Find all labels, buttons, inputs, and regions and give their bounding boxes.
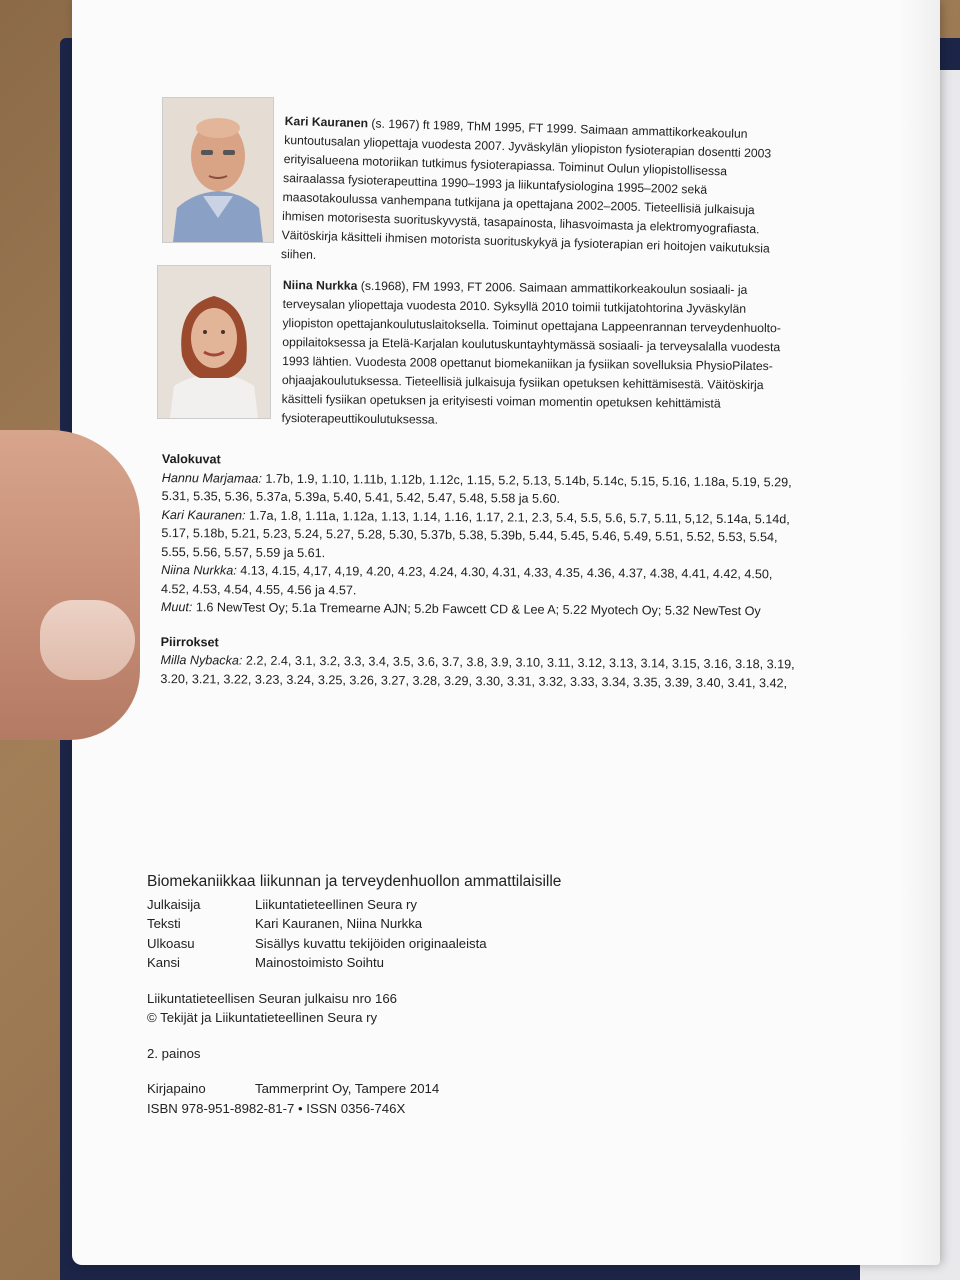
author-photo-kari [162, 97, 274, 243]
thumbnail [40, 600, 135, 680]
book-title: Biomekaniikkaa liikunnan ja terveydenhuollon ammattilaisille [147, 873, 562, 890]
credit-items: 4.13, 4.15, 4,17, 4,19, 4.20, 4.23, 4.24, 4.30, 4.31, 4.33, 4.35, 4.36, 4.37, 4.38, 4.41, 4.42, 4.50, 4.52, 4.53, 4.54, 4.55, 4.56 ja 4.57. [160, 563, 773, 597]
drawings-heading: Piirrokset [160, 634, 219, 649]
imprint-value: Mainostoimisto Soihtu [255, 955, 385, 970]
edition-line: 2. painos [147, 1045, 201, 1061]
author-bio-text: (s.1968), FM 1993, FT 2006. Saimaan ammattikorkeakoulun sosiaali- ja terveysalan yliopettaja vuodesta 2010. Syksyllä 2010 toimii tutkijatohtorina Jyväskylän yliopiston opettajankoulutuslaitoksella. Toiminut opettajana Lappeenrannan terveydenhuolto-oppilaitoksessa ja Etelä-Karjalan koulutuskuntayhtymässä sosiaali- ja terveysalalla vuodesta 1993 lähtien. Vuodesta 2008 opettanut biomekaniikan ja fysiikan sovelluksia PhysioPilates-ohjaajakoulutuksessa. Tieteellisiä julkaisuja fysiikan opetuksen kehittämisestä. Väitöskirja käsitteli fysiikan opetuksen ja erityisesti voiman momentin opetuksen kehittämistä fysioterapeuttikoulutuksessa. [281, 278, 782, 427]
author-bio-niina [281, 276, 789, 433]
photo-credit [162, 468, 802, 509]
imprint-key: Ulkoasu [147, 935, 195, 951]
photo-credit [161, 505, 801, 565]
imprint-key: Julkaisija [147, 896, 201, 912]
imprint-row [147, 914, 561, 934]
imprint-key: Kansi [147, 955, 180, 970]
author-photo-niina [157, 265, 271, 419]
imprint-row [147, 895, 561, 915]
credit-name: Kari Kauranen: [161, 507, 246, 523]
credit-items: 1.6 NewTest Oy; 5.1a Tremearne AJN; 5.2b Fawcett CD & Lee A; 5.22 Myotech Oy; 5.32 NewTest Oy [192, 600, 761, 619]
series-line: Liikuntatieteellisen Seuran julkaisu nro 166 [147, 990, 397, 1006]
imprint-value: Sisällys kuvattu tekijöiden originaaleista [255, 935, 487, 951]
thumb [0, 430, 140, 740]
photo-credit [161, 561, 801, 602]
printer-label: Kirjapaino [147, 1081, 206, 1096]
image-credits [160, 450, 802, 692]
credit-items: 1.7a, 1.8, 1.11a, 1.12a, 1.13, 1.14, 1.16, 1.17, 2.1, 2.3, 5.4, 5.5, 5.6, 5.7, 5.11, 5,12, 5.14a, 5.14d, 5.17, 5.18b, 5.21, 5.23, 5.24, 5.27, 5.28, 5.30, 5.37b, 5.38, 5.39b, 5.44, 5.45, 5.46, 5.49, 5.51, 5.52, 5.53, 5.54, 5.55, 5.56, 5.57, 5.59 ja 5.61. [161, 508, 790, 560]
author-name: Kari Kauranen [284, 113, 369, 131]
credit-name: Muut: [160, 599, 193, 615]
imprint-key: Teksti [147, 916, 181, 931]
credit-name: Niina Nurkka: [161, 562, 237, 578]
author-bio-text: (s. 1967) ft 1989, ThM 1995, FT 1999. Saimaan ammattikorkeakoulun kuntoutusalan yliopettaja vuodesta 2007. Jyväskylän yliopiston fysioterapian dosentti 2003 erityisalueena motoriikan tutkimus fysioterapiassa. Toiminut Oulun yliopistollisessa sairaalassa fysioterapeuttina 1990–1993 ja liikuntafysiologina 1995–2002 sekä maasotakoulussa vanhempana tutkijana ja opettajana 2002–2005. Tieteellisiä julkaisuja ihmisen motorisesta suorituskyvystä, tasapainosta, lihasvoimasta ja elektromyografiasta. Väitöskirja käsitteli ihmisen motorista suorituskykyä ja fysioterapian eri hoitojen vaikutuksia siihen. [280, 116, 772, 262]
credit-name: Hannu Marjamaa: [161, 470, 262, 486]
author-name: Niina Nurkka [282, 277, 358, 293]
imprint [147, 872, 561, 1118]
imprint-value: Liikuntatieteellinen Seura ry [255, 896, 418, 912]
imprint-row [147, 953, 561, 973]
imprint-row [147, 934, 561, 954]
printer-value: Tammerprint Oy, Tampere 2014 [255, 1081, 440, 1096]
printer-row [147, 1079, 561, 1099]
credit-name: Milla Nybacka: [160, 652, 243, 668]
photos-heading: Valokuvat [161, 451, 221, 467]
drawing-credit [160, 651, 800, 692]
imprint-value: Kari Kauranen, Niina Nurkka [255, 916, 423, 931]
credit-items: 1.7b, 1.9, 1.10, 1.11b, 1.12b, 1.12c, 1.15, 5.2, 5.13, 5.14b, 5.14c, 5.15, 5.16, 1.18a, 5.19, 5.29, 5.31, 5.35, 5.36, 5.37a, 5.39a, 5.40, 5.41, 5.42, 5.47, 5.48, 5.58 ja 5.60. [161, 471, 792, 506]
credit-items: 2.2, 2.4, 3.1, 3.2, 3.3, 3.4, 3.5, 3.6, 3.7, 3.8, 3.9, 3.10, 3.11, 3.12, 3.13, 3.14, 3.15, 3.16, 3.18, 3.19, 3.20, 3.21, 3.22, 3.23, 3.24, 3.25, 3.26, 3.27, 3.28, 3.29, 3.30, 3.31, 3.32, 3.33, 3.34, 3.35, 3.39, 3.40, 3.41, 3.42, [160, 653, 795, 690]
copyright-line: © Tekijät ja Liikuntatieteellinen Seura ry [147, 1010, 378, 1025]
book-page [72, 0, 940, 1265]
author-bio-kari [281, 112, 791, 278]
isbn-line: ISBN 978-951-8982-81-7 • ISSN 0356-746X [147, 1100, 406, 1116]
